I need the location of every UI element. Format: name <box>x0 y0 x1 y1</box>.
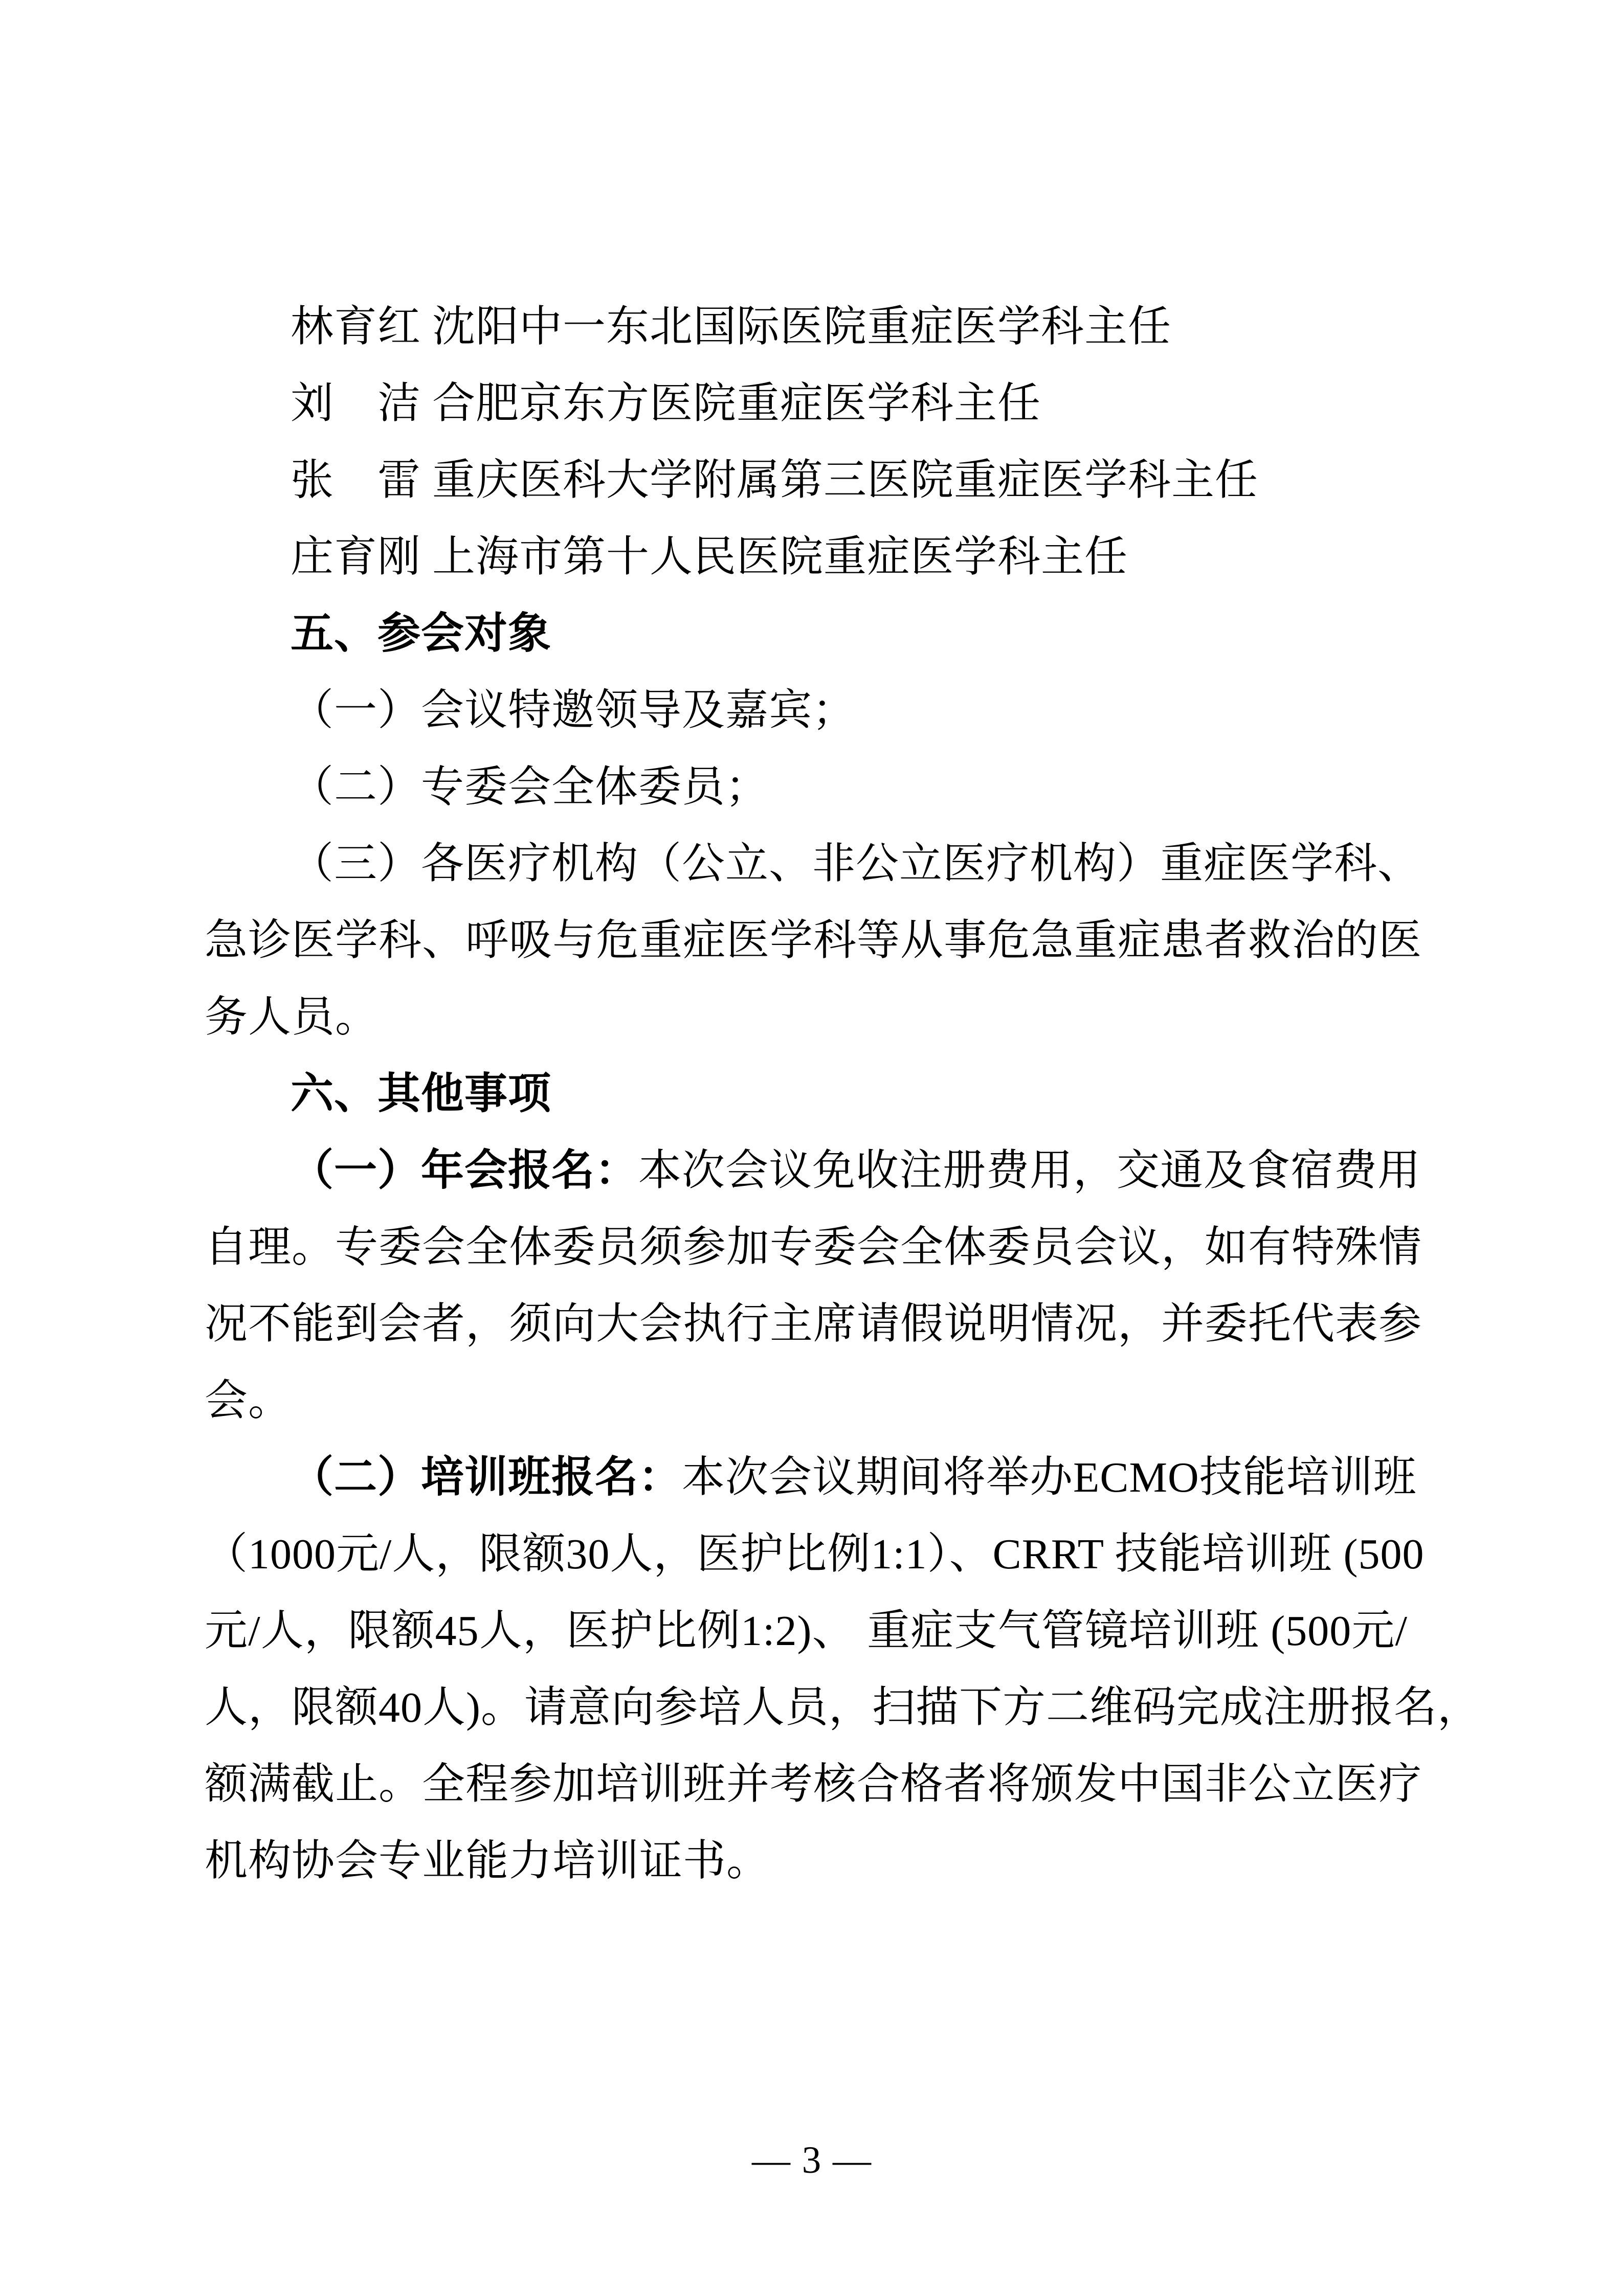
paragraph-line: 机构协会专业能力培训证书。 <box>205 1837 770 1885</box>
committee-member-line: 庄育刚 上海市第十人民医院重症医学科主任 <box>291 533 1128 581</box>
paragraph-line: 况不能到会者，须向大会执行主席请假说明情况，并委托代表参 <box>205 1300 1422 1348</box>
paragraph-label: （二）培训班报名： <box>291 1454 682 1501</box>
paragraph-label: （一）年会报名： <box>291 1147 639 1195</box>
paragraph-line: 务人员。 <box>205 994 379 1041</box>
list-item-line: （三）各医疗机构（公立、非公立医疗机构）重症医学科、 <box>291 840 1421 888</box>
paragraph-text: 本次会议期间将举办ECMO技能培训班 <box>682 1454 1417 1501</box>
paragraph-line: 额满截止。全程参加培训班并考核合格者将颁发中国非公立医疗 <box>205 1761 1422 1808</box>
paragraph-line <box>205 1439 1417 1516</box>
paragraph-line: 人，限额40人)。请意向参培人员，扫描下方二维码完成注册报名， <box>205 1684 1481 1731</box>
committee-member-line: 张 雷 重庆医科大学附属第三医院重症医学科主任 <box>291 457 1259 504</box>
paragraph-line: 元/人，限额45人，医护比例1:2)、 重症支气管镜培训班 (500元/ <box>205 1607 1408 1655</box>
list-item-line: （一）会议特邀领导及嘉宾； <box>291 687 856 734</box>
committee-member-line: 刘 洁 合肥京东方医院重症医学科主任 <box>291 380 1041 427</box>
paragraph-line: （1000元/人，限额30人，医护比例1:1）、CRRT 技能培训班 (500 <box>205 1530 1425 1578</box>
page-number: — 3 — <box>752 2139 872 2181</box>
section-heading-other-matters: 六、其他事项 <box>291 1070 552 1118</box>
committee-member-line: 林育红 沈阳中一东北国际医院重症医学科主任 <box>291 303 1172 351</box>
paragraph-line: 急诊医学科、呼吸与危重症医学科等从事危急重症患者救治的医 <box>205 917 1422 964</box>
list-item-line: （二）专委会全体委员； <box>291 763 769 811</box>
paragraph-line <box>205 1133 1421 1209</box>
section-heading-attendees: 五、参会对象 <box>291 610 552 658</box>
paragraph-line: 自理。专委会全体委员须参加专委会全体委员会议，如有特殊情 <box>205 1224 1422 1271</box>
paragraph-text: 本次会议免收注册费用，交通及食宿费用 <box>638 1147 1421 1195</box>
paragraph-line: 会。 <box>205 1377 292 1425</box>
document-body <box>205 289 1481 1900</box>
